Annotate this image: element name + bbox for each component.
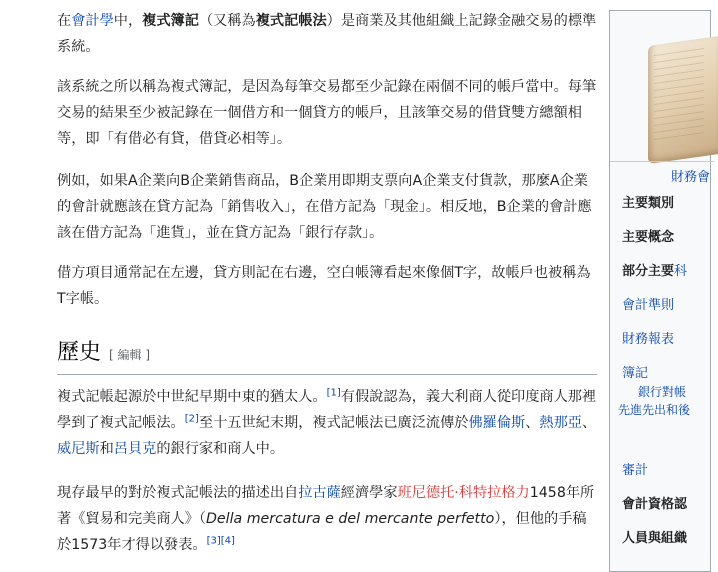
section-title: 歷史 bbox=[57, 340, 102, 365]
infobox-row-main-accounts[interactable] bbox=[622, 260, 687, 279]
text: 1458年所著《貿易和完美商人》（ bbox=[57, 485, 595, 527]
example-paragraph: 例如，如果A企業向B企業銷售商品，B企業用即期支票向A企業支付貨款，那麼A企業的會計就應該在貸方記為「銷售收入」，在借方記為「現金」。相反地，B企業的會計應該在借方記為「進貨」，並在貸方記為「銀行存款」。 bbox=[57, 173, 592, 241]
text: 中， bbox=[113, 13, 143, 29]
book-title: Della mercatura e del mercante perfetto bbox=[205, 511, 495, 527]
text: 現存最早的對於複式記帳法的描述出自 bbox=[57, 485, 299, 501]
infobox-row-bank-reconciliation[interactable]: 銀行對帳 bbox=[638, 385, 687, 399]
cotrugli-redlink[interactable]: 班尼德托·科特拉格力 bbox=[397, 485, 530, 501]
florence-link[interactable]: 佛羅倫斯 bbox=[468, 415, 526, 431]
text: 複式記帳起源於中世紀早期中東的猶太人。 bbox=[57, 389, 327, 405]
infobox-row-main-categories[interactable]: 主要類別 bbox=[622, 196, 675, 211]
reference-link[interactable]: [1] bbox=[326, 387, 341, 399]
text: （又稱為 bbox=[198, 13, 256, 29]
infobox-row-financial-statements[interactable]: 財務報表 bbox=[622, 332, 675, 347]
venice-link[interactable]: 威尼斯 bbox=[57, 441, 100, 457]
label-bold: 部分主要 bbox=[622, 264, 675, 279]
text: 在 bbox=[57, 13, 72, 29]
history-paragraph-1 bbox=[57, 384, 597, 462]
reference-link[interactable]: [2] bbox=[184, 413, 199, 425]
accounting-link[interactable]: 會計學 bbox=[71, 13, 114, 29]
infobox-row-audit[interactable]: 審計 bbox=[622, 463, 649, 478]
history-section-heading bbox=[57, 340, 597, 375]
reference-link[interactable]: [3][4] bbox=[206, 535, 235, 547]
infobox-row-fifo[interactable]: 先進先出和後 bbox=[618, 403, 691, 417]
t-account-paragraph: 借方項目通常記在左邊，貸方則記在右邊，空白帳簿看起來像個T字，故帳戶也被稱為T字帳。 bbox=[57, 265, 591, 307]
text: 、 bbox=[525, 415, 540, 431]
label-link[interactable]: 科 bbox=[674, 264, 688, 279]
history-paragraph-2 bbox=[57, 480, 597, 558]
infobox-row-people-organizations[interactable]: 人員與組織 bbox=[622, 531, 688, 546]
infobox-header[interactable]: 財務會 bbox=[610, 161, 714, 185]
infobox-row-accounting-standards[interactable]: 會計準則 bbox=[622, 298, 675, 313]
text: 有假說認為，義大利商人從印度商人那裡學到了複式記帳法。 bbox=[57, 389, 597, 431]
text: 經濟學家 bbox=[340, 485, 398, 501]
ledger-book-image[interactable] bbox=[648, 36, 718, 164]
genoa-link[interactable]: 熱那亞 bbox=[539, 415, 582, 431]
text: 至十五世紀末期，複式記帳法已廣泛流傳於 bbox=[198, 415, 469, 431]
ragusa-link[interactable]: 拉古薩 bbox=[298, 485, 341, 501]
infobox bbox=[609, 10, 711, 572]
text: 的銀行家和商人中。 bbox=[156, 441, 285, 457]
infobox-row-main-concepts[interactable]: 主要概念 bbox=[622, 230, 675, 245]
text: 和 bbox=[99, 441, 114, 457]
edit-section-link[interactable]: [ 編輯 ] bbox=[109, 348, 151, 362]
definition-paragraph: 該系統之所以稱為複式簿記，是因為每筆交易都至少記錄在兩個不同的帳戶當中。每筆交易的結果至少被記錄在一個借方和一個貸方的帳戶，且該筆交易的借貸雙方總額相等，即「有借必有貸，借貸必相等」。 bbox=[57, 79, 597, 147]
infobox-row-bookkeeping[interactable]: 簿記 bbox=[622, 366, 649, 381]
bold-term: 複式簿記 bbox=[142, 13, 199, 29]
bold-term: 複式記帳法 bbox=[255, 13, 327, 29]
infobox-row-qualifications[interactable]: 會計資格認 bbox=[622, 497, 688, 512]
text: 、 bbox=[582, 415, 597, 431]
intro-paragraph bbox=[57, 8, 597, 60]
text: ）是商業及其他組織上記錄金融交易的標準系統。 bbox=[57, 13, 597, 55]
lubeck-link[interactable]: 呂貝克 bbox=[113, 441, 157, 457]
text: ），但他的手稿於1573年才得以發表。 bbox=[57, 511, 587, 553]
label bbox=[622, 264, 687, 279]
